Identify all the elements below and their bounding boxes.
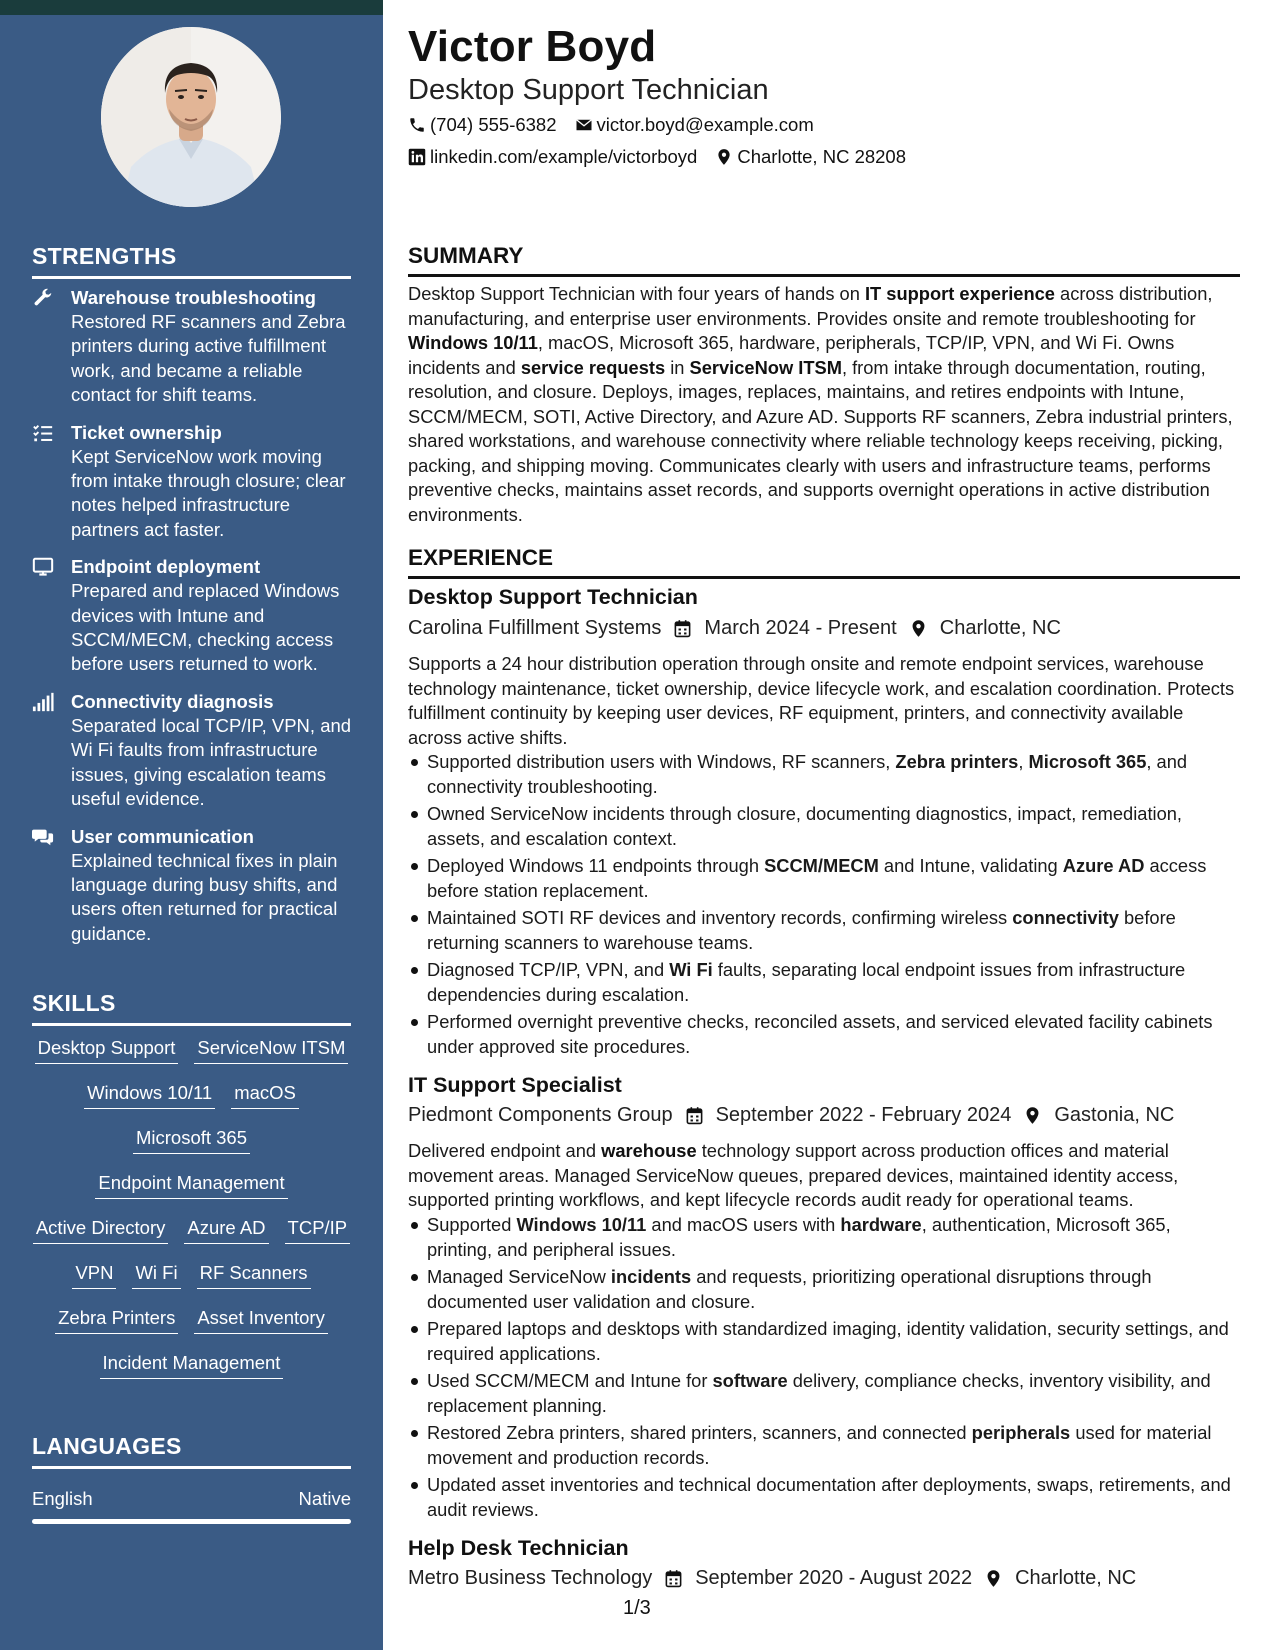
phone-contact [408,114,557,136]
summary-text: Desktop Support Technician with four years of hands on IT support experience across distribution, manufacturing, and enterprise user environments. Provides onsite and remote troubleshooting for Windows 10/11, macOS, Microsoft 365, hardware, peripherals, TCP/IP, VPN, and Wi Fi. Owns incidents and service requests in ServiceNow ITSM, from intake through documentation, routing, resolution, and closure. Deploys, images, replaces, maintains, and retires endpoints with Intune, SCCM/MECM, SOTI, Active Directory, and Azure AD. Supports RF scanners, Zebra industrial printers, shared workstations, and warehouse connectivity where reliable technology keeps receiving, picking, packing, and shipping moving. Communicates clearly with users and infrastructure teams, performs preventive checks, maintains asset records, and supports overnight operations in active distribution environments. [408,283,1233,525]
calendar-icon [673,619,692,638]
language-level: Native [298,1488,351,1509]
job-dates [673,617,896,640]
checklist-icon [32,422,54,444]
skill-row [32,1261,351,1306]
skill-tag: Desktop Support [35,1036,179,1064]
linkedin-contact[interactable] [408,146,697,168]
job-location-text: Charlotte, NC [1015,1567,1137,1589]
list-item: Performed overnight preventive checks, reconciled assets, and serviced elevated facility cabinets under approved site procedures. [408,1010,1240,1059]
strength-title: Warehouse troubleshooting [71,287,316,308]
language-row [32,1488,351,1510]
page-number: 1/3 [623,1597,651,1619]
skill-tag: TCP/IP [285,1216,351,1244]
strength-description: Separated local TCP/IP, VPN, and Wi Fi faults from infrastructure issues, giving escalation teams useful evidence. [71,714,352,810]
sidebar [0,0,383,1650]
monitor-icon [32,556,54,578]
job-location [1023,1104,1174,1127]
job-location-text: Charlotte, NC [939,617,1061,639]
strength-title: Connectivity diagnosis [71,690,274,712]
list-item: Owned ServiceNow incidents through closure, documenting diagnostics, impact, remediation, assets, and escalation context. [408,802,1240,851]
job-bullets [408,750,1240,1062]
strength-item [32,286,352,408]
list-item: Restored Zebra printers, shared printers, scanners, and connected peripherals used for material movement and production records. [408,1421,1240,1470]
skill-row [32,1171,351,1216]
skill-tag: Windows 10/11 [84,1081,215,1109]
list-item: Diagnosed TCP/IP, VPN, and Wi Fi faults, separating local endpoint issues from infrastructure dependencies during escalation. [408,958,1240,1007]
location-contact [715,146,906,168]
job-dates-text: September 2022 - February 2024 [715,1104,1012,1126]
skill-tag: Active Directory [33,1216,169,1244]
skill-tag: RF Scanners [197,1261,311,1289]
strength-description: Explained technical fixes in plain language during busy shifts, and users often returned for practical guidance. [71,849,338,944]
list-item: Deployed Windows 11 endpoints through SCCM/MECM and Intune, validating Azure AD access before station replacement. [408,854,1240,903]
contact-row [408,114,814,136]
job-location [984,1567,1136,1590]
email-contact[interactable] [575,114,814,136]
list-item: Used SCCM/MECM and Intune for software delivery, compliance checks, inventory visibility, and replacement planning. [408,1369,1240,1418]
list-item: Supported distribution users with Windows, RF scanners, Zebra printers, Microsoft 365, and connectivity troubleshooting. [408,750,1240,799]
candidate-name: Victor Boyd [408,22,657,71]
strength-description: Prepared and replaced Windows devices with Intune and SCCM/MECM, checking access before users returned to work. [71,580,340,675]
list-item: Supported Windows 10/11 and macOS users with hardware, authentication, Microsoft 365, printing, and peripheral issues. [408,1213,1240,1262]
skills-heading: SKILLS [32,990,351,1026]
skill-row [32,1306,351,1351]
email-text[interactable]: victor.boyd@example.com [596,114,814,135]
skill-tag: Microsoft 365 [133,1126,250,1154]
contact-row [408,146,906,168]
job-description: Delivered endpoint and warehouse technology support across production offices and material movement areas. Managed ServiceNow queues, prepared devices, maintained identity access, supported printing workflows, and kept lifecycle records audit ready for operational teams. [408,1140,1179,1210]
job-dates-text: September 2020 - August 2022 [695,1567,973,1589]
phone-icon [408,116,426,134]
calendar-icon [664,1569,683,1588]
list-item: Maintained SOTI RF devices and inventory records, confirming wireless connectivity before returning scanners to warehouse teams. [408,906,1240,955]
map-pin-icon [1023,1106,1042,1125]
skill-tag: Azure AD [184,1216,268,1244]
strength-title: Endpoint deployment [71,556,261,578]
avatar [101,27,281,207]
job-role: IT Support Specialist [408,1073,622,1097]
strength-description: Restored RF scanners and Zebra printers during active fulfillment work, and became a reliable contact for shift teams. [71,311,346,406]
map-pin-icon [984,1569,1003,1588]
skill-row [32,1036,351,1081]
candidate-title: Desktop Support Technician [408,74,769,106]
phone-text: (704) 555-6382 [430,114,557,135]
language-name: English [32,1488,93,1509]
job-meta [408,1567,1136,1590]
job-company: Carolina Fulfillment Systems [408,617,662,639]
skill-tag: macOS [231,1081,299,1109]
strength-item [32,690,352,812]
job-role: Desktop Support Technician [408,585,698,609]
job-dates [664,1567,972,1590]
envelope-icon [575,116,593,134]
strengths-heading: STRENGTHS [32,243,351,279]
sidebar-top-bar [0,0,383,15]
chat-bubbles-icon [32,826,54,848]
skill-row [32,1216,351,1261]
skill-tag: VPN [72,1261,116,1289]
wrench-icon [32,287,54,309]
job-meta [408,1104,1174,1127]
skill-tag: Asset Inventory [194,1306,328,1334]
job-location [909,617,1061,640]
strength-item [32,555,352,677]
list-item: Managed ServiceNow incidents and requests, prioritizing operational disruptions through documented user validation and closure. [408,1265,1240,1314]
strength-item [32,825,352,947]
linkedin-text[interactable]: linkedin.com/example/victorboyd [430,146,698,167]
skill-row [32,1081,351,1126]
skill-tag: Incident Management [100,1351,284,1379]
strength-title: User communication [71,825,254,847]
summary-heading: SUMMARY [408,243,1240,277]
map-pin-icon [715,148,733,166]
location-text: Charlotte, NC 28208 [737,146,907,167]
skill-tag: Wi Fi [132,1261,180,1289]
job-company: Piedmont Components Group [408,1104,673,1126]
language-proficiency-bar [32,1519,351,1524]
job-description: Supports a 24 hour distribution operation through onsite and remote endpoint services, warehouse technology maintenance, ticket ownership, device lifecycle work, and escalation coordination. Protects fulfillment continuity by keeping user devices, RF equipment, printers, and connectivity available across active shifts. [408,653,1235,748]
strengths-list [32,286,352,959]
strength-description: Kept ServiceNow work moving from intake through closure; clear notes helped infrastructure partners act faster. [71,445,346,540]
job-location-text: Gastonia, NC [1054,1104,1175,1126]
job-company: Metro Business Technology [408,1567,653,1589]
signal-bars-icon [32,691,54,713]
map-pin-icon [909,619,928,638]
linkedin-icon [408,148,426,166]
skill-row [32,1126,351,1171]
skill-tag: ServiceNow ITSM [194,1036,348,1064]
list-item: Prepared laptops and desktops with standardized imaging, identity validation, security settings, and required applications. [408,1317,1240,1366]
profile-photo [101,27,281,207]
languages-heading: LANGUAGES [32,1433,351,1469]
job-dates [685,1104,1012,1127]
job-bullets [408,1213,1240,1525]
job-meta [408,617,1061,640]
strength-item [32,421,352,543]
strength-title: Ticket ownership [71,421,222,443]
skill-tag: Endpoint Management [95,1171,287,1199]
list-item: Updated asset inventories and technical documentation after deployments, swaps, retirements, and audit reviews. [408,1473,1240,1522]
skill-tag: Zebra Printers [55,1306,178,1334]
skills-list [32,1036,351,1396]
skill-row [32,1351,351,1396]
job-role: Help Desk Technician [408,1536,629,1560]
calendar-icon [685,1106,704,1125]
job-dates-text: March 2024 - Present [704,617,897,639]
experience-heading: EXPERIENCE [408,545,1240,579]
